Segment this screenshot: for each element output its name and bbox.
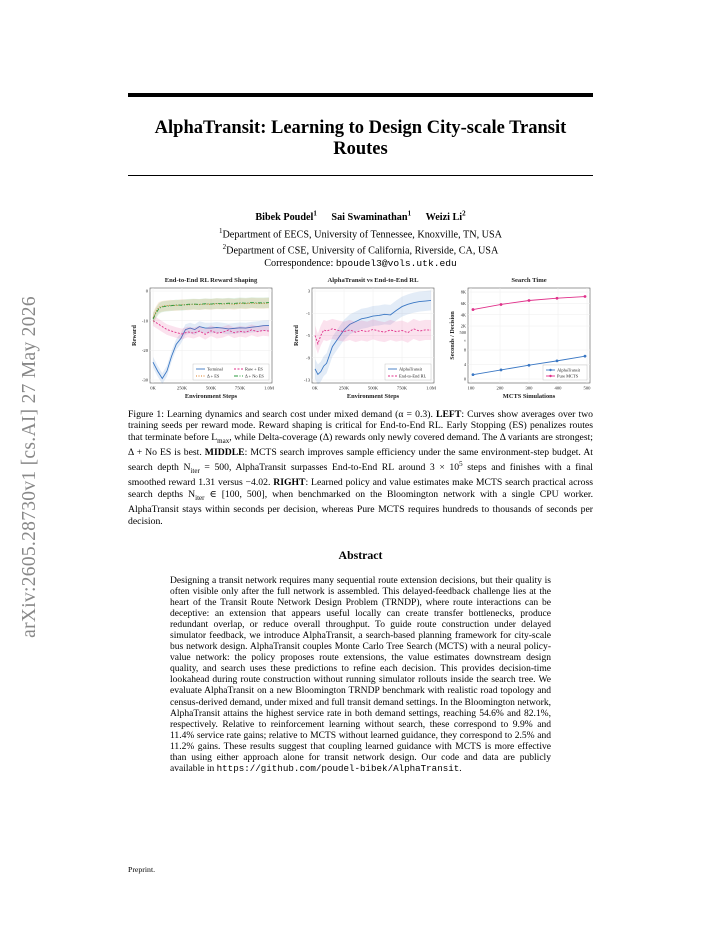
- abstract-heading: Abstract: [338, 548, 383, 562]
- chart-legend-label: Terminal: [207, 366, 223, 372]
- chart-x-tick-label: 300: [525, 385, 533, 391]
- chart-x-tick-label: 200: [496, 385, 504, 391]
- chart-y-tick-label: -10: [141, 318, 148, 324]
- chart-title: End-to-End RL Reward Shaping: [164, 277, 258, 284]
- chart-x-tick-label: 250K: [176, 385, 188, 391]
- chart-x-tick-label: 100: [467, 385, 475, 391]
- author-names: [128, 208, 593, 225]
- chart-y-tick-label: -1: [306, 310, 310, 316]
- arxiv-stamp: [18, 262, 42, 672]
- chart-data-point: [584, 355, 587, 358]
- author-block: [128, 208, 593, 270]
- author: Sai Swaminathan$^1$: [331, 210, 412, 224]
- chart-legend-label: AlphaTransit: [399, 366, 423, 372]
- chart-data-point: [500, 369, 503, 372]
- chart-x-tick-label: 500: [583, 385, 591, 391]
- chart-data-point: [500, 303, 503, 306]
- code-link[interactable]: https://github.com/poudel-bibek/AlphaTransit: [216, 762, 460, 774]
- chart-x-tick-label: 1.0M: [264, 385, 274, 391]
- chart-y-tick-label: -9: [306, 355, 310, 361]
- chart-x-tick-label: 750K: [396, 385, 408, 391]
- chart-x-tick-label: 250K: [338, 385, 350, 391]
- title-rule-bottom: [128, 175, 593, 176]
- chart-x-tick-label: 500K: [367, 385, 379, 391]
- chart-y-axis-label: Reward: [131, 325, 138, 346]
- chart-x-tick-label: 0K: [312, 385, 318, 391]
- chart-y-tick-label: 3: [307, 288, 310, 294]
- chart-legend-label: Δ + ES: [207, 373, 220, 379]
- chart-data-point: [584, 295, 587, 298]
- chart-y-axis-label: Reward: [293, 325, 300, 346]
- chart-y-tick-label: 4K: [460, 312, 466, 318]
- chart-x-tick-label: 400: [554, 385, 562, 391]
- footer-preprint: Preprint.: [128, 865, 156, 874]
- chart-data-point: [472, 308, 475, 311]
- chart-y-axis-label: Seconds / Decision: [449, 311, 456, 360]
- chart-title: AlphaTransit vs End-to-End RL: [327, 277, 419, 284]
- affiliation-1: $^1$Department of EECS, University of Tennessee, Knoxville, TN, USA: [218, 226, 503, 241]
- chart-y-tick-label: -30: [141, 377, 148, 383]
- chart-data-point: [556, 297, 559, 300]
- chart-x-tick-label: 750K: [234, 385, 246, 391]
- chart-y-tick-label: 2K: [460, 323, 466, 329]
- chart-x-axis-label: Environment Steps: [346, 393, 400, 400]
- author: Bibek Poudel$^1$: [255, 210, 317, 224]
- chart-y-tick-label: -13: [303, 377, 310, 383]
- chart-data-point: [528, 364, 531, 367]
- chart-x-tick-label: 0K: [150, 385, 156, 391]
- chart-legend-marker: [549, 369, 551, 371]
- chart-x-tick-label: 500K: [205, 385, 217, 391]
- chart-legend-marker: [549, 375, 551, 377]
- chart-y-tick-label: ×: [463, 338, 466, 343]
- chart-legend-label: End-to-End RL: [399, 373, 427, 379]
- figure-1: [128, 272, 593, 405]
- chart-x-tick-label: 1.0M: [426, 385, 436, 391]
- chart-x-axis-label: Environment Steps: [184, 393, 238, 400]
- title-rule-top: [128, 93, 593, 97]
- chart-data-point: [528, 299, 531, 302]
- affiliation-2: $^2$Department of CSE, University of California, Riverside, CA, USA: [222, 243, 499, 257]
- chart-y-tick-label: 0: [463, 376, 466, 382]
- chart-y-tick-label: -5: [306, 333, 310, 339]
- chart-y-tick-label: 4: [463, 362, 466, 368]
- abstract-body: Designing a transit network requires many sequential route extension decisions, but their quality is often visible only after the full network is assembled. This delayed-feedback challenge lies at the heart of the Transit Route Network Design Problem (TRNDP), where route interactions can be deceptive: an extension that appears useful locally can create transfer bottlenecks, produce redundant overlap, or reduce overall throughput. To guide route construction under delayed simulator feedback, we introduce AlphaTransit, a search-based planning framework for city-scale bus network design. AlphaTransit couples Monte Carlo Tree Search (MCTS) with a neural policy-value network: the policy proposes route extensions, the value estimates downstream design quality, and search uses these predictions to refine each decision. This provides decision-time lookahead during route construction without running simulator rollouts inside the search tree. We evaluate AlphaTransit on a new Bloomington TRNDP benchmark with realistic road topology and census-derived demand, under mixed and full transit demand settings. In the Bloomington network, AlphaTransit attains the highest service rate in both demand settings, reaching 54.6% and 82.1%, respectively. Relative to reinforcement learning without search, these correspond to 9.9% and 11.4% service rate gains; relative to MCTS without learned guidance, they correspond to 2.5% and 11.2% gains. These results suggest that coupling learned guidance with MCTS is more effective than using either approach alone for transit network design. Our code and data are publicly available in https://github.com/poudel-bibek/AlphaTransit.: [170, 575, 551, 774]
- chart-data-point: [472, 373, 475, 376]
- chart-title: Search Time: [511, 277, 547, 284]
- author: Weizi Li$^2$: [425, 210, 466, 224]
- chart-x-axis-label: MCTS Simulations: [502, 393, 556, 400]
- chart-y-tick-label: 8K: [460, 289, 466, 295]
- arxiv-stamp-text: arXiv:2605.28730v1 [cs.AI] 27 May 2026: [19, 296, 40, 638]
- chart-legend-label: Δ + No ES: [245, 373, 264, 379]
- chart-y-tick-label: 500: [459, 330, 466, 335]
- figure-caption: Figure 1: Learning dynamics and search cost under mixed demand (α = 0.3). LEFT: Curves show averages over two training seeds per reward mode. Reward shaping is critical for End-to-End RL. Early Stopping (ES) penalizes routes that terminate before $L_{max}$, while Delta-coverage (Δ) rewards only newly covered demand. The Δ variants are strongest; Δ + No ES is best. MIDDLE: MCTS search improves sample efficiency under the same environment-step budget. At search depth $N_{iter} = 500$, AlphaTransit surpasses End-to-End RL around $3 \times 10^5$ steps and finishes with a final smoothed reward 1.31 versus −4.02. RIGHT: Learned policy and value estimates make MCTS search practical across search depths $N_{iter}$ ∈ [100, 500], when benchmarked on the Bloomington network with a single CPU worker. AlphaTransit stays within seconds per decision, whereas Pure MCTS requires hundreds to thousands of seconds per decision.: [128, 409, 594, 527]
- chart-y-tick-label: 0: [145, 288, 148, 294]
- chart-y-tick-label: 6K: [460, 300, 466, 306]
- chart-y-tick-label: 8: [463, 347, 466, 353]
- chart-legend-label: Raw + ES: [245, 366, 263, 372]
- paper-title: AlphaTransit: Learning to Design City-scale Transit Routes: [154, 118, 567, 159]
- correspondence: Correspondence: bpoudel3@vols.utk.edu: [264, 258, 457, 270]
- email-link[interactable]: bpoudel3@vols.utk.edu: [335, 258, 457, 270]
- chart-data-point: [556, 359, 559, 362]
- chart-legend-label: Pure MCTS: [557, 373, 579, 379]
- figure-1-svg: [128, 272, 593, 405]
- chart-legend-label: AlphaTransit: [557, 367, 581, 373]
- chart-y-tick-label: -20: [141, 347, 148, 353]
